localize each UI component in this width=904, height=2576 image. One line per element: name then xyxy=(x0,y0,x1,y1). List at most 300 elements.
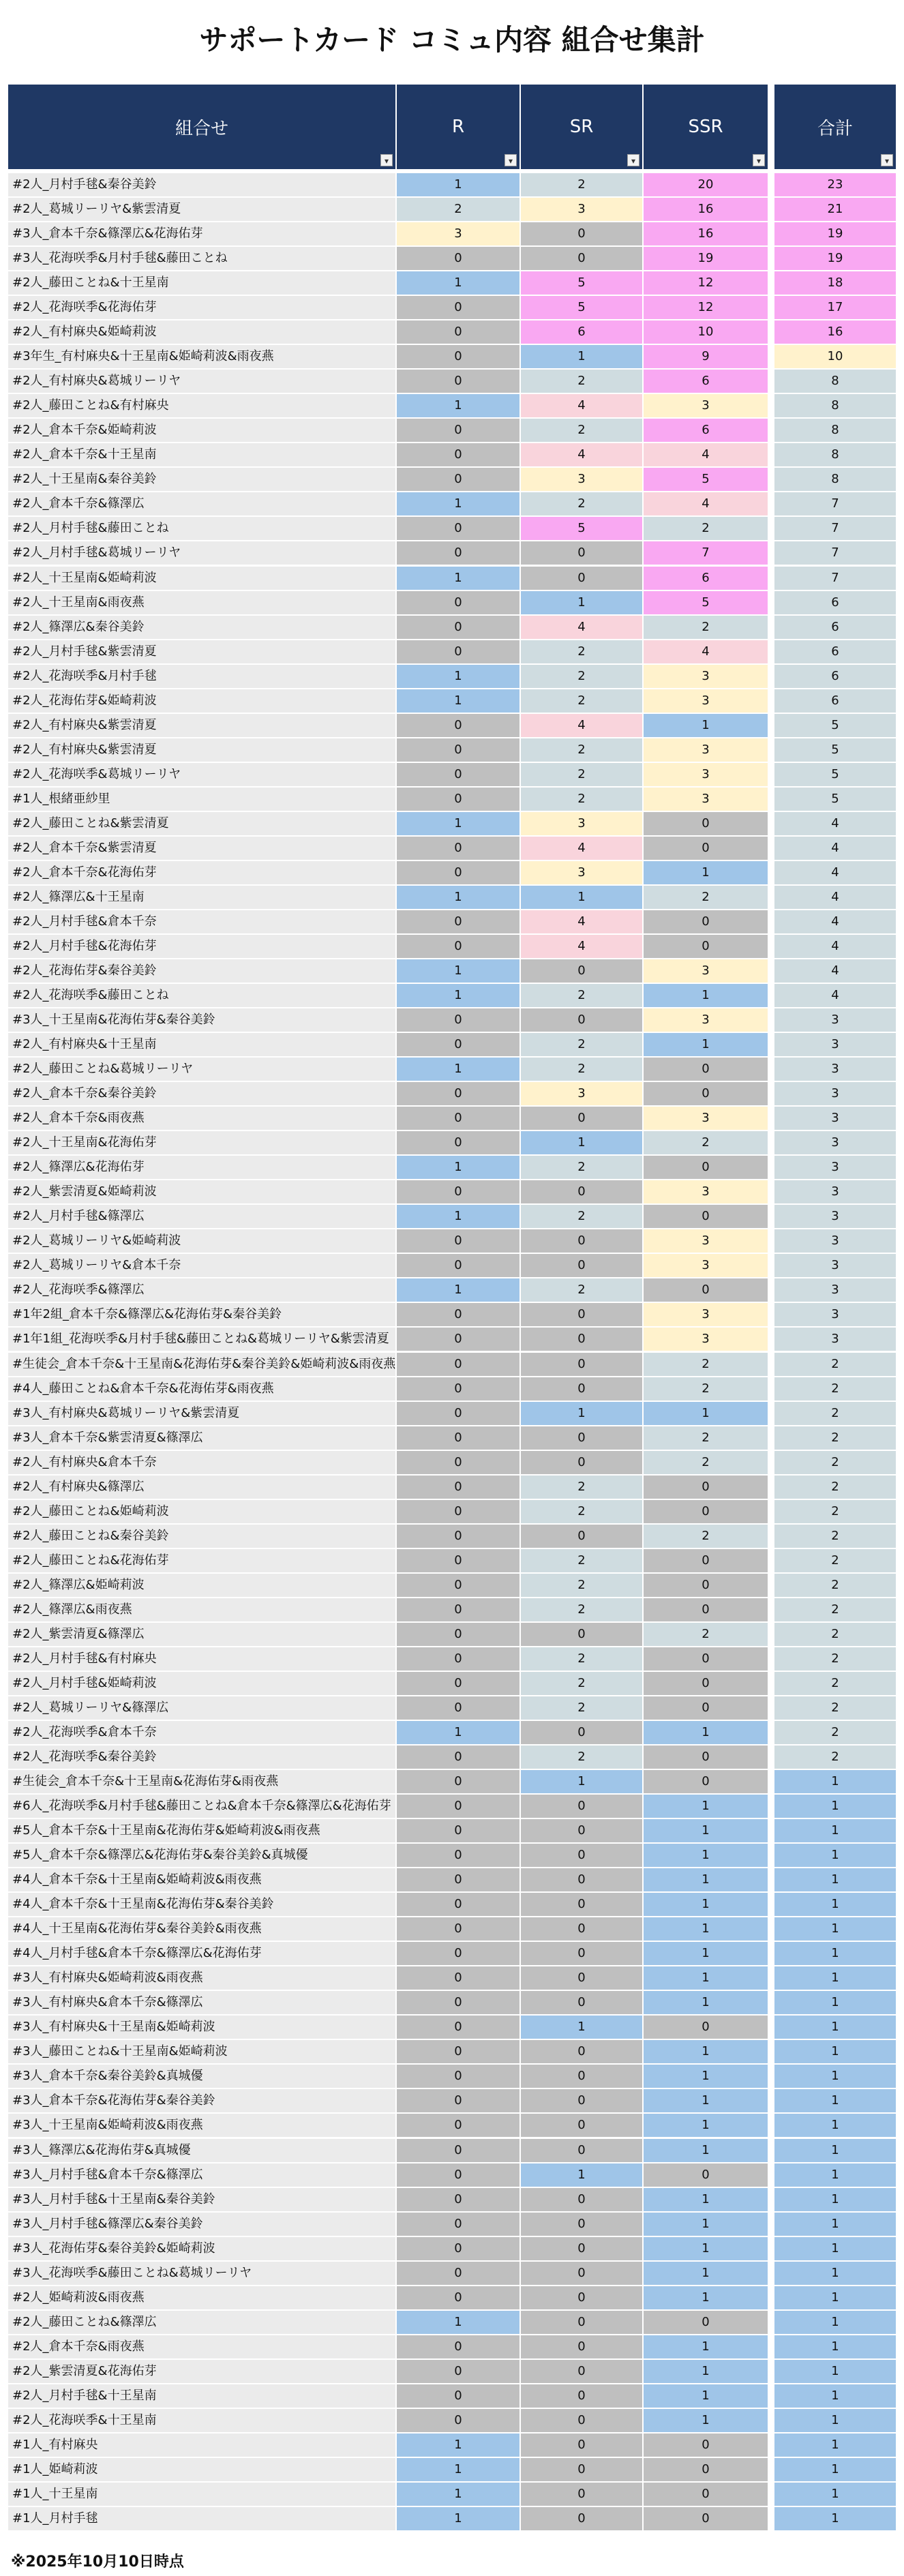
row-r-cell[interactable]: 0 xyxy=(397,2213,519,2236)
row-ssr-cell[interactable]: 0 xyxy=(644,1574,768,1597)
row-sr-cell[interactable]: 2 xyxy=(521,1549,642,1572)
row-ssr-cell[interactable]: 0 xyxy=(644,1205,768,1228)
row-name-cell[interactable]: #2人_藤田ことね&花海佑芽 xyxy=(8,1549,395,1572)
row-sr-cell[interactable]: 0 xyxy=(521,1180,642,1203)
row-sr-cell[interactable]: 1 xyxy=(521,345,642,368)
row-ssr-cell[interactable]: 0 xyxy=(644,1770,768,1793)
row-r-cell[interactable]: 0 xyxy=(397,1746,519,1769)
row-total-cell[interactable]: 4 xyxy=(774,837,896,860)
row-name-cell[interactable]: #2人_藤田ことね&篠澤広 xyxy=(8,2311,395,2334)
row-sr-cell[interactable]: 2 xyxy=(521,984,642,1007)
row-sr-cell[interactable]: 2 xyxy=(521,1746,642,1769)
row-total-cell[interactable]: 2 xyxy=(774,1696,896,1720)
row-ssr-cell[interactable]: 2 xyxy=(644,1623,768,1646)
row-sr-cell[interactable]: 0 xyxy=(521,2188,642,2211)
row-total-cell[interactable]: 1 xyxy=(774,2262,896,2285)
row-sr-cell[interactable]: 0 xyxy=(521,2114,642,2137)
row-sr-cell[interactable]: 3 xyxy=(521,468,642,491)
row-ssr-cell[interactable]: 2 xyxy=(644,1451,768,1474)
row-total-cell[interactable]: 1 xyxy=(774,2507,896,2530)
row-total-cell[interactable]: 2 xyxy=(774,1549,896,1572)
row-sr-cell[interactable]: 0 xyxy=(521,1868,642,1891)
row-r-cell[interactable]: 0 xyxy=(397,1844,519,1867)
row-total-cell[interactable]: 4 xyxy=(774,959,896,983)
row-r-cell[interactable]: 0 xyxy=(397,1770,519,1793)
row-r-cell[interactable]: 0 xyxy=(397,1574,519,1597)
row-sr-cell[interactable]: 2 xyxy=(521,1058,642,1081)
row-name-cell[interactable]: #2人_藤田ことね&秦谷美鈴 xyxy=(8,1525,395,1548)
row-r-cell[interactable]: 1 xyxy=(397,2458,519,2481)
row-name-cell[interactable]: #2人_十王星南&雨夜燕 xyxy=(8,591,395,614)
row-name-cell[interactable]: #3人_篠澤広&花海佑芽&真城優 xyxy=(8,2139,395,2162)
row-ssr-cell[interactable]: 3 xyxy=(644,1008,768,1032)
row-name-cell[interactable]: #2人_倉本千奈&秦谷美鈴 xyxy=(8,1082,395,1105)
row-total-cell[interactable]: 1 xyxy=(774,2237,896,2260)
row-total-cell[interactable]: 1 xyxy=(774,2286,896,2309)
row-sr-cell[interactable]: 1 xyxy=(521,1770,642,1793)
row-ssr-cell[interactable]: 0 xyxy=(644,2311,768,2334)
row-ssr-cell[interactable]: 3 xyxy=(644,665,768,688)
row-total-cell[interactable]: 4 xyxy=(774,935,896,958)
row-ssr-cell[interactable]: 2 xyxy=(644,1131,768,1154)
row-sr-cell[interactable]: 0 xyxy=(521,2335,642,2358)
row-ssr-cell[interactable]: 1 xyxy=(644,2188,768,2211)
row-total-cell[interactable]: 1 xyxy=(774,2311,896,2334)
row-sr-cell[interactable]: 0 xyxy=(521,1229,642,1253)
row-ssr-cell[interactable]: 1 xyxy=(644,2384,768,2408)
row-r-cell[interactable]: 0 xyxy=(397,2237,519,2260)
row-r-cell[interactable]: 0 xyxy=(397,2409,519,2432)
row-name-cell[interactable]: #2人_月村手毬&十王星南 xyxy=(8,2384,395,2408)
row-r-cell[interactable]: 1 xyxy=(397,1721,519,1744)
row-ssr-cell[interactable]: 0 xyxy=(644,1672,768,1695)
row-name-cell[interactable]: #2人_有村麻央&倉本千奈 xyxy=(8,1451,395,1474)
row-sr-cell[interactable]: 4 xyxy=(521,935,642,958)
row-r-cell[interactable]: 0 xyxy=(397,1082,519,1105)
row-r-cell[interactable]: 0 xyxy=(397,2335,519,2358)
row-ssr-cell[interactable]: 0 xyxy=(644,2433,768,2457)
row-total-cell[interactable]: 6 xyxy=(774,665,896,688)
row-r-cell[interactable]: 1 xyxy=(397,959,519,983)
row-total-cell[interactable]: 8 xyxy=(774,370,896,393)
row-r-cell[interactable]: 0 xyxy=(397,2065,519,2088)
row-sr-cell[interactable]: 2 xyxy=(521,788,642,811)
row-r-cell[interactable]: 0 xyxy=(397,763,519,786)
row-name-cell[interactable]: #2人_花海咲季&葛城リーリヤ xyxy=(8,763,395,786)
row-ssr-cell[interactable]: 1 xyxy=(644,1991,768,2014)
row-name-cell[interactable]: #3人_十王星南&姫崎莉波&雨夜燕 xyxy=(8,2114,395,2137)
row-ssr-cell[interactable]: 0 xyxy=(644,2016,768,2039)
row-sr-cell[interactable]: 1 xyxy=(521,2016,642,2039)
row-name-cell[interactable]: #1人_月村手毬 xyxy=(8,2507,395,2530)
row-name-cell[interactable]: #2人_篠澤広&花海佑芽 xyxy=(8,1156,395,1179)
row-ssr-cell[interactable]: 0 xyxy=(644,1598,768,1621)
row-ssr-cell[interactable]: 12 xyxy=(644,296,768,319)
row-name-cell[interactable]: #2人_花海咲季&倉本千奈 xyxy=(8,1721,395,1744)
row-r-cell[interactable]: 0 xyxy=(397,541,519,565)
row-ssr-cell[interactable]: 1 xyxy=(644,1402,768,1425)
row-r-cell[interactable]: 3 xyxy=(397,222,519,245)
row-total-cell[interactable]: 1 xyxy=(774,2384,896,2408)
row-total-cell[interactable]: 4 xyxy=(774,861,896,884)
row-sr-cell[interactable]: 0 xyxy=(521,1353,642,1376)
row-r-cell[interactable]: 0 xyxy=(397,345,519,368)
row-total-cell[interactable]: 3 xyxy=(774,1107,896,1130)
row-r-cell[interactable]: 1 xyxy=(397,665,519,688)
row-total-cell[interactable]: 1 xyxy=(774,1844,896,1867)
row-total-cell[interactable]: 1 xyxy=(774,2089,896,2112)
row-sr-cell[interactable]: 0 xyxy=(521,567,642,590)
row-ssr-cell[interactable]: 0 xyxy=(644,1082,768,1105)
row-r-cell[interactable]: 1 xyxy=(397,984,519,1007)
row-name-cell[interactable]: #3人_月村手毬&倉本千奈&篠澤広 xyxy=(8,2163,395,2187)
row-total-cell[interactable]: 8 xyxy=(774,419,896,442)
row-ssr-cell[interactable]: 1 xyxy=(644,1721,768,1744)
row-name-cell[interactable]: #2人_月村手毬&藤田ことね xyxy=(8,517,395,540)
row-total-cell[interactable]: 4 xyxy=(774,812,896,835)
row-total-cell[interactable]: 3 xyxy=(774,1180,896,1203)
row-name-cell[interactable]: #2人_紫雲清夏&姫崎莉波 xyxy=(8,1180,395,1203)
row-total-cell[interactable]: 2 xyxy=(774,1721,896,1744)
row-name-cell[interactable]: #3人_有村麻央&倉本千奈&篠澤広 xyxy=(8,1991,395,2014)
row-r-cell[interactable]: 2 xyxy=(397,198,519,221)
row-r-cell[interactable]: 0 xyxy=(397,2384,519,2408)
row-r-cell[interactable]: 0 xyxy=(397,1451,519,1474)
row-sr-cell[interactable]: 4 xyxy=(521,616,642,639)
row-ssr-cell[interactable]: 0 xyxy=(644,1647,768,1671)
row-r-cell[interactable]: 0 xyxy=(397,1033,519,1056)
column-header-r[interactable] xyxy=(397,85,519,169)
row-sr-cell[interactable]: 0 xyxy=(521,2262,642,2285)
row-total-cell[interactable]: 10 xyxy=(774,345,896,368)
row-name-cell[interactable]: #2人_紫雲清夏&花海佑芽 xyxy=(8,2360,395,2383)
row-r-cell[interactable]: 0 xyxy=(397,370,519,393)
row-name-cell[interactable]: #2人_花海佑芽&姫崎莉波 xyxy=(8,689,395,713)
row-r-cell[interactable]: 1 xyxy=(397,2433,519,2457)
row-total-cell[interactable]: 6 xyxy=(774,591,896,614)
row-ssr-cell[interactable]: 0 xyxy=(644,1696,768,1720)
row-total-cell[interactable]: 21 xyxy=(774,198,896,221)
row-ssr-cell[interactable]: 1 xyxy=(644,2114,768,2137)
row-r-cell[interactable]: 0 xyxy=(397,1893,519,1916)
row-r-cell[interactable]: 0 xyxy=(397,1525,519,1548)
row-name-cell[interactable]: #2人_有村麻央&紫雲清夏 xyxy=(8,738,395,762)
row-sr-cell[interactable]: 4 xyxy=(521,394,642,417)
row-name-cell[interactable]: #3人_有村麻央&十王星南&姫崎莉波 xyxy=(8,2016,395,2039)
row-sr-cell[interactable]: 0 xyxy=(521,2040,642,2063)
row-ssr-cell[interactable]: 0 xyxy=(644,2507,768,2530)
row-name-cell[interactable]: #1人_姫崎莉波 xyxy=(8,2458,395,2481)
row-total-cell[interactable]: 1 xyxy=(774,2360,896,2383)
row-total-cell[interactable]: 2 xyxy=(774,1647,896,1671)
row-sr-cell[interactable]: 0 xyxy=(521,2433,642,2457)
row-sr-cell[interactable]: 2 xyxy=(521,173,642,196)
row-sr-cell[interactable]: 2 xyxy=(521,689,642,713)
row-ssr-cell[interactable]: 3 xyxy=(644,959,768,983)
row-name-cell[interactable]: #3人_倉本千奈&花海佑芽&秦谷美鈴 xyxy=(8,2089,395,2112)
row-name-cell[interactable]: #2人_月村手毬&倉本千奈 xyxy=(8,910,395,933)
row-r-cell[interactable]: 0 xyxy=(397,1402,519,1425)
filter-dropdown-icon[interactable]: ▾ xyxy=(627,154,639,166)
row-name-cell[interactable]: #2人_月村手毬&花海佑芽 xyxy=(8,935,395,958)
row-ssr-cell[interactable]: 0 xyxy=(644,1156,768,1179)
row-ssr-cell[interactable]: 3 xyxy=(644,394,768,417)
row-ssr-cell[interactable]: 16 xyxy=(644,198,768,221)
row-r-cell[interactable]: 0 xyxy=(397,443,519,466)
row-total-cell[interactable]: 4 xyxy=(774,984,896,1007)
row-ssr-cell[interactable]: 0 xyxy=(644,2458,768,2481)
row-sr-cell[interactable]: 0 xyxy=(521,247,642,270)
row-ssr-cell[interactable]: 0 xyxy=(644,2163,768,2187)
row-name-cell[interactable]: #2人_花海咲季&秦谷美鈴 xyxy=(8,1746,395,1769)
row-total-cell[interactable]: 1 xyxy=(774,1917,896,1941)
row-r-cell[interactable]: 0 xyxy=(397,1623,519,1646)
row-r-cell[interactable]: 1 xyxy=(397,1156,519,1179)
row-sr-cell[interactable]: 3 xyxy=(521,812,642,835)
row-total-cell[interactable]: 3 xyxy=(774,1033,896,1056)
row-r-cell[interactable]: 0 xyxy=(397,1107,519,1130)
row-total-cell[interactable]: 2 xyxy=(774,1623,896,1646)
row-sr-cell[interactable]: 0 xyxy=(521,541,642,565)
row-sr-cell[interactable]: 2 xyxy=(521,1574,642,1597)
row-r-cell[interactable]: 0 xyxy=(397,1328,519,1351)
row-total-cell[interactable]: 1 xyxy=(774,2163,896,2187)
row-name-cell[interactable]: #2人_倉本千奈&花海佑芽 xyxy=(8,861,395,884)
row-sr-cell[interactable]: 0 xyxy=(521,1966,642,1990)
row-name-cell[interactable]: #6人_花海咲季&月村手毬&藤田ことね&倉本千奈&篠澤広&花海佑芽 xyxy=(8,1795,395,1818)
row-total-cell[interactable]: 7 xyxy=(774,492,896,515)
row-ssr-cell[interactable]: 1 xyxy=(644,1033,768,1056)
row-total-cell[interactable]: 8 xyxy=(774,394,896,417)
column-header-sr[interactable] xyxy=(521,85,642,169)
row-sr-cell[interactable]: 2 xyxy=(521,665,642,688)
row-total-cell[interactable]: 2 xyxy=(774,1672,896,1695)
row-r-cell[interactable]: 0 xyxy=(397,591,519,614)
row-ssr-cell[interactable]: 4 xyxy=(644,443,768,466)
row-ssr-cell[interactable]: 1 xyxy=(644,2360,768,2383)
row-sr-cell[interactable]: 2 xyxy=(521,1156,642,1179)
row-ssr-cell[interactable]: 2 xyxy=(644,1377,768,1401)
row-sr-cell[interactable]: 0 xyxy=(521,1451,642,1474)
row-total-cell[interactable]: 3 xyxy=(774,1303,896,1326)
row-total-cell[interactable]: 6 xyxy=(774,616,896,639)
row-r-cell[interactable]: 0 xyxy=(397,861,519,884)
row-sr-cell[interactable]: 5 xyxy=(521,517,642,540)
row-total-cell[interactable]: 3 xyxy=(774,1205,896,1228)
row-ssr-cell[interactable]: 0 xyxy=(644,1500,768,1523)
column-header-ssr[interactable] xyxy=(644,85,768,169)
row-name-cell[interactable]: #2人_花海咲季&藤田ことね xyxy=(8,984,395,1007)
row-sr-cell[interactable]: 0 xyxy=(521,2483,642,2506)
row-r-cell[interactable]: 0 xyxy=(397,837,519,860)
row-total-cell[interactable]: 1 xyxy=(774,2213,896,2236)
row-ssr-cell[interactable]: 1 xyxy=(644,714,768,737)
row-name-cell[interactable]: #2人_篠澤広&十王星南 xyxy=(8,886,395,909)
row-ssr-cell[interactable]: 2 xyxy=(644,1426,768,1450)
row-name-cell[interactable]: #3人_藤田ことね&十王星南&姫崎莉波 xyxy=(8,2040,395,2063)
row-total-cell[interactable]: 8 xyxy=(774,443,896,466)
row-name-cell[interactable]: #生徒会_倉本千奈&十王星南&花海佑芽&秦谷美鈴&姫崎莉波&雨夜燕 xyxy=(8,1353,395,1376)
row-sr-cell[interactable]: 0 xyxy=(521,1795,642,1818)
row-r-cell[interactable]: 0 xyxy=(397,1303,519,1326)
row-r-cell[interactable]: 0 xyxy=(397,2163,519,2187)
row-r-cell[interactable]: 0 xyxy=(397,2188,519,2211)
row-sr-cell[interactable]: 0 xyxy=(521,1893,642,1916)
row-total-cell[interactable]: 5 xyxy=(774,788,896,811)
row-name-cell[interactable]: #2人_篠澤広&姫崎莉波 xyxy=(8,1574,395,1597)
row-name-cell[interactable]: #2人_十王星南&秦谷美鈴 xyxy=(8,468,395,491)
row-ssr-cell[interactable]: 1 xyxy=(644,1795,768,1818)
filter-dropdown-icon[interactable]: ▾ xyxy=(504,154,517,166)
row-name-cell[interactable]: #1年1組_花海咲季&月村手毬&藤田ことね&葛城リーリヤ&紫雲清夏 xyxy=(8,1328,395,1351)
row-sr-cell[interactable]: 0 xyxy=(521,1623,642,1646)
row-name-cell[interactable]: #2人_花海佑芽&秦谷美鈴 xyxy=(8,959,395,983)
row-r-cell[interactable]: 0 xyxy=(397,1647,519,1671)
row-name-cell[interactable]: #2人_月村手毬&葛城リーリヤ xyxy=(8,541,395,565)
row-r-cell[interactable]: 0 xyxy=(397,2139,519,2162)
row-ssr-cell[interactable]: 20 xyxy=(644,173,768,196)
row-r-cell[interactable]: 0 xyxy=(397,714,519,737)
row-total-cell[interactable]: 16 xyxy=(774,320,896,344)
row-name-cell[interactable]: #4人_倉本千奈&十王星南&姫崎莉波&雨夜燕 xyxy=(8,1868,395,1891)
row-sr-cell[interactable]: 0 xyxy=(521,2409,642,2432)
row-r-cell[interactable]: 0 xyxy=(397,935,519,958)
row-sr-cell[interactable]: 2 xyxy=(521,763,642,786)
row-ssr-cell[interactable]: 0 xyxy=(644,837,768,860)
row-name-cell[interactable]: #2人_藤田ことね&姫崎莉波 xyxy=(8,1500,395,1523)
row-r-cell[interactable]: 0 xyxy=(397,2016,519,2039)
row-name-cell[interactable]: #2人_葛城リーリヤ&倉本千奈 xyxy=(8,1254,395,1277)
row-sr-cell[interactable]: 2 xyxy=(521,1672,642,1695)
row-r-cell[interactable]: 1 xyxy=(397,492,519,515)
row-ssr-cell[interactable]: 0 xyxy=(644,910,768,933)
row-ssr-cell[interactable]: 2 xyxy=(644,1353,768,1376)
row-name-cell[interactable]: #生徒会_倉本千奈&十王星南&花海佑芽&雨夜燕 xyxy=(8,1770,395,1793)
row-r-cell[interactable]: 0 xyxy=(397,2286,519,2309)
row-ssr-cell[interactable]: 10 xyxy=(644,320,768,344)
row-r-cell[interactable]: 0 xyxy=(397,1942,519,1965)
row-ssr-cell[interactable]: 1 xyxy=(644,2139,768,2162)
row-r-cell[interactable]: 0 xyxy=(397,1426,519,1450)
row-r-cell[interactable]: 0 xyxy=(397,1500,519,1523)
row-name-cell[interactable]: #2人_花海咲季&十王星南 xyxy=(8,2409,395,2432)
row-name-cell[interactable]: #2人_花海咲季&篠澤広 xyxy=(8,1278,395,1302)
row-name-cell[interactable]: #2人_月村手毬&姫崎莉波 xyxy=(8,1672,395,1695)
row-total-cell[interactable]: 17 xyxy=(774,296,896,319)
row-name-cell[interactable]: #2人_花海咲季&月村手毬 xyxy=(8,665,395,688)
row-r-cell[interactable]: 0 xyxy=(397,296,519,319)
row-ssr-cell[interactable]: 3 xyxy=(644,788,768,811)
row-total-cell[interactable]: 2 xyxy=(774,1574,896,1597)
row-ssr-cell[interactable]: 1 xyxy=(644,2065,768,2088)
row-sr-cell[interactable]: 5 xyxy=(521,296,642,319)
row-r-cell[interactable]: 0 xyxy=(397,517,519,540)
row-name-cell[interactable]: #2人_倉本千奈&雨夜燕 xyxy=(8,1107,395,1130)
row-total-cell[interactable]: 1 xyxy=(774,2065,896,2088)
row-sr-cell[interactable]: 0 xyxy=(521,1991,642,2014)
row-name-cell[interactable]: #2人_藤田ことね&十王星南 xyxy=(8,271,395,295)
row-name-cell[interactable]: #2人_葛城リーリヤ&紫雲清夏 xyxy=(8,198,395,221)
row-ssr-cell[interactable]: 9 xyxy=(644,345,768,368)
row-ssr-cell[interactable]: 3 xyxy=(644,1328,768,1351)
row-sr-cell[interactable]: 0 xyxy=(521,2213,642,2236)
row-r-cell[interactable]: 0 xyxy=(397,1795,519,1818)
row-r-cell[interactable]: 0 xyxy=(397,2040,519,2063)
row-ssr-cell[interactable]: 7 xyxy=(644,541,768,565)
row-ssr-cell[interactable]: 1 xyxy=(644,1966,768,1990)
row-ssr-cell[interactable]: 0 xyxy=(644,1058,768,1081)
row-total-cell[interactable]: 19 xyxy=(774,222,896,245)
row-r-cell[interactable]: 1 xyxy=(397,567,519,590)
row-sr-cell[interactable]: 0 xyxy=(521,2286,642,2309)
row-r-cell[interactable]: 0 xyxy=(397,640,519,663)
row-sr-cell[interactable]: 4 xyxy=(521,837,642,860)
row-total-cell[interactable]: 3 xyxy=(774,1008,896,1032)
row-total-cell[interactable]: 3 xyxy=(774,1328,896,1351)
row-r-cell[interactable]: 1 xyxy=(397,886,519,909)
row-total-cell[interactable]: 3 xyxy=(774,1082,896,1105)
row-r-cell[interactable]: 0 xyxy=(397,1991,519,2014)
row-total-cell[interactable]: 1 xyxy=(774,1893,896,1916)
row-ssr-cell[interactable]: 3 xyxy=(644,689,768,713)
row-r-cell[interactable]: 1 xyxy=(397,2483,519,2506)
row-sr-cell[interactable]: 0 xyxy=(521,1328,642,1351)
row-name-cell[interactable]: #2人_篠澤広&秦谷美鈴 xyxy=(8,616,395,639)
row-ssr-cell[interactable]: 0 xyxy=(644,935,768,958)
row-name-cell[interactable]: #3人_倉本千奈&秦谷美鈴&真城優 xyxy=(8,2065,395,2088)
row-total-cell[interactable]: 3 xyxy=(774,1156,896,1179)
row-sr-cell[interactable]: 0 xyxy=(521,2139,642,2162)
row-name-cell[interactable]: #2人_有村麻央&紫雲清夏 xyxy=(8,714,395,737)
row-sr-cell[interactable]: 2 xyxy=(521,640,642,663)
row-name-cell[interactable]: #3人_倉本千奈&篠澤広&花海佑芽 xyxy=(8,222,395,245)
row-ssr-cell[interactable]: 4 xyxy=(644,492,768,515)
row-sr-cell[interactable]: 1 xyxy=(521,2163,642,2187)
row-total-cell[interactable]: 1 xyxy=(774,1819,896,1842)
row-name-cell[interactable]: #2人_篠澤広&雨夜燕 xyxy=(8,1598,395,1621)
row-name-cell[interactable]: #2人_藤田ことね&紫雲清夏 xyxy=(8,812,395,835)
row-r-cell[interactable]: 0 xyxy=(397,1131,519,1154)
row-r-cell[interactable]: 0 xyxy=(397,1353,519,1376)
row-sr-cell[interactable]: 2 xyxy=(521,1033,642,1056)
row-name-cell[interactable]: #1年2組_倉本千奈&篠澤広&花海佑芽&秦谷美鈴 xyxy=(8,1303,395,1326)
row-name-cell[interactable]: #2人_十王星南&花海佑芽 xyxy=(8,1131,395,1154)
row-total-cell[interactable]: 2 xyxy=(774,1426,896,1450)
row-ssr-cell[interactable]: 6 xyxy=(644,567,768,590)
row-sr-cell[interactable]: 3 xyxy=(521,861,642,884)
row-sr-cell[interactable]: 0 xyxy=(521,1525,642,1548)
row-r-cell[interactable]: 1 xyxy=(397,173,519,196)
row-name-cell[interactable]: #1人_有村麻央 xyxy=(8,2433,395,2457)
row-total-cell[interactable]: 3 xyxy=(774,1131,896,1154)
row-name-cell[interactable]: #1人_根緒亜紗里 xyxy=(8,788,395,811)
row-ssr-cell[interactable]: 0 xyxy=(644,1476,768,1499)
row-total-cell[interactable]: 3 xyxy=(774,1254,896,1277)
row-name-cell[interactable]: #3人_花海咲季&月村手毬&藤田ことね xyxy=(8,247,395,270)
row-name-cell[interactable]: #4人_倉本千奈&十王星南&花海佑芽&秦谷美鈴 xyxy=(8,1893,395,1916)
row-sr-cell[interactable]: 0 xyxy=(521,1721,642,1744)
row-name-cell[interactable]: #5人_倉本千奈&篠澤広&花海佑芽&秦谷美鈴&真城優 xyxy=(8,1844,395,1867)
row-ssr-cell[interactable]: 3 xyxy=(644,763,768,786)
row-sr-cell[interactable]: 0 xyxy=(521,959,642,983)
row-r-cell[interactable]: 0 xyxy=(397,1598,519,1621)
row-ssr-cell[interactable]: 1 xyxy=(644,2286,768,2309)
row-r-cell[interactable]: 0 xyxy=(397,247,519,270)
row-total-cell[interactable]: 5 xyxy=(774,714,896,737)
row-total-cell[interactable]: 4 xyxy=(774,886,896,909)
row-sr-cell[interactable]: 2 xyxy=(521,1278,642,1302)
row-ssr-cell[interactable]: 0 xyxy=(644,2483,768,2506)
